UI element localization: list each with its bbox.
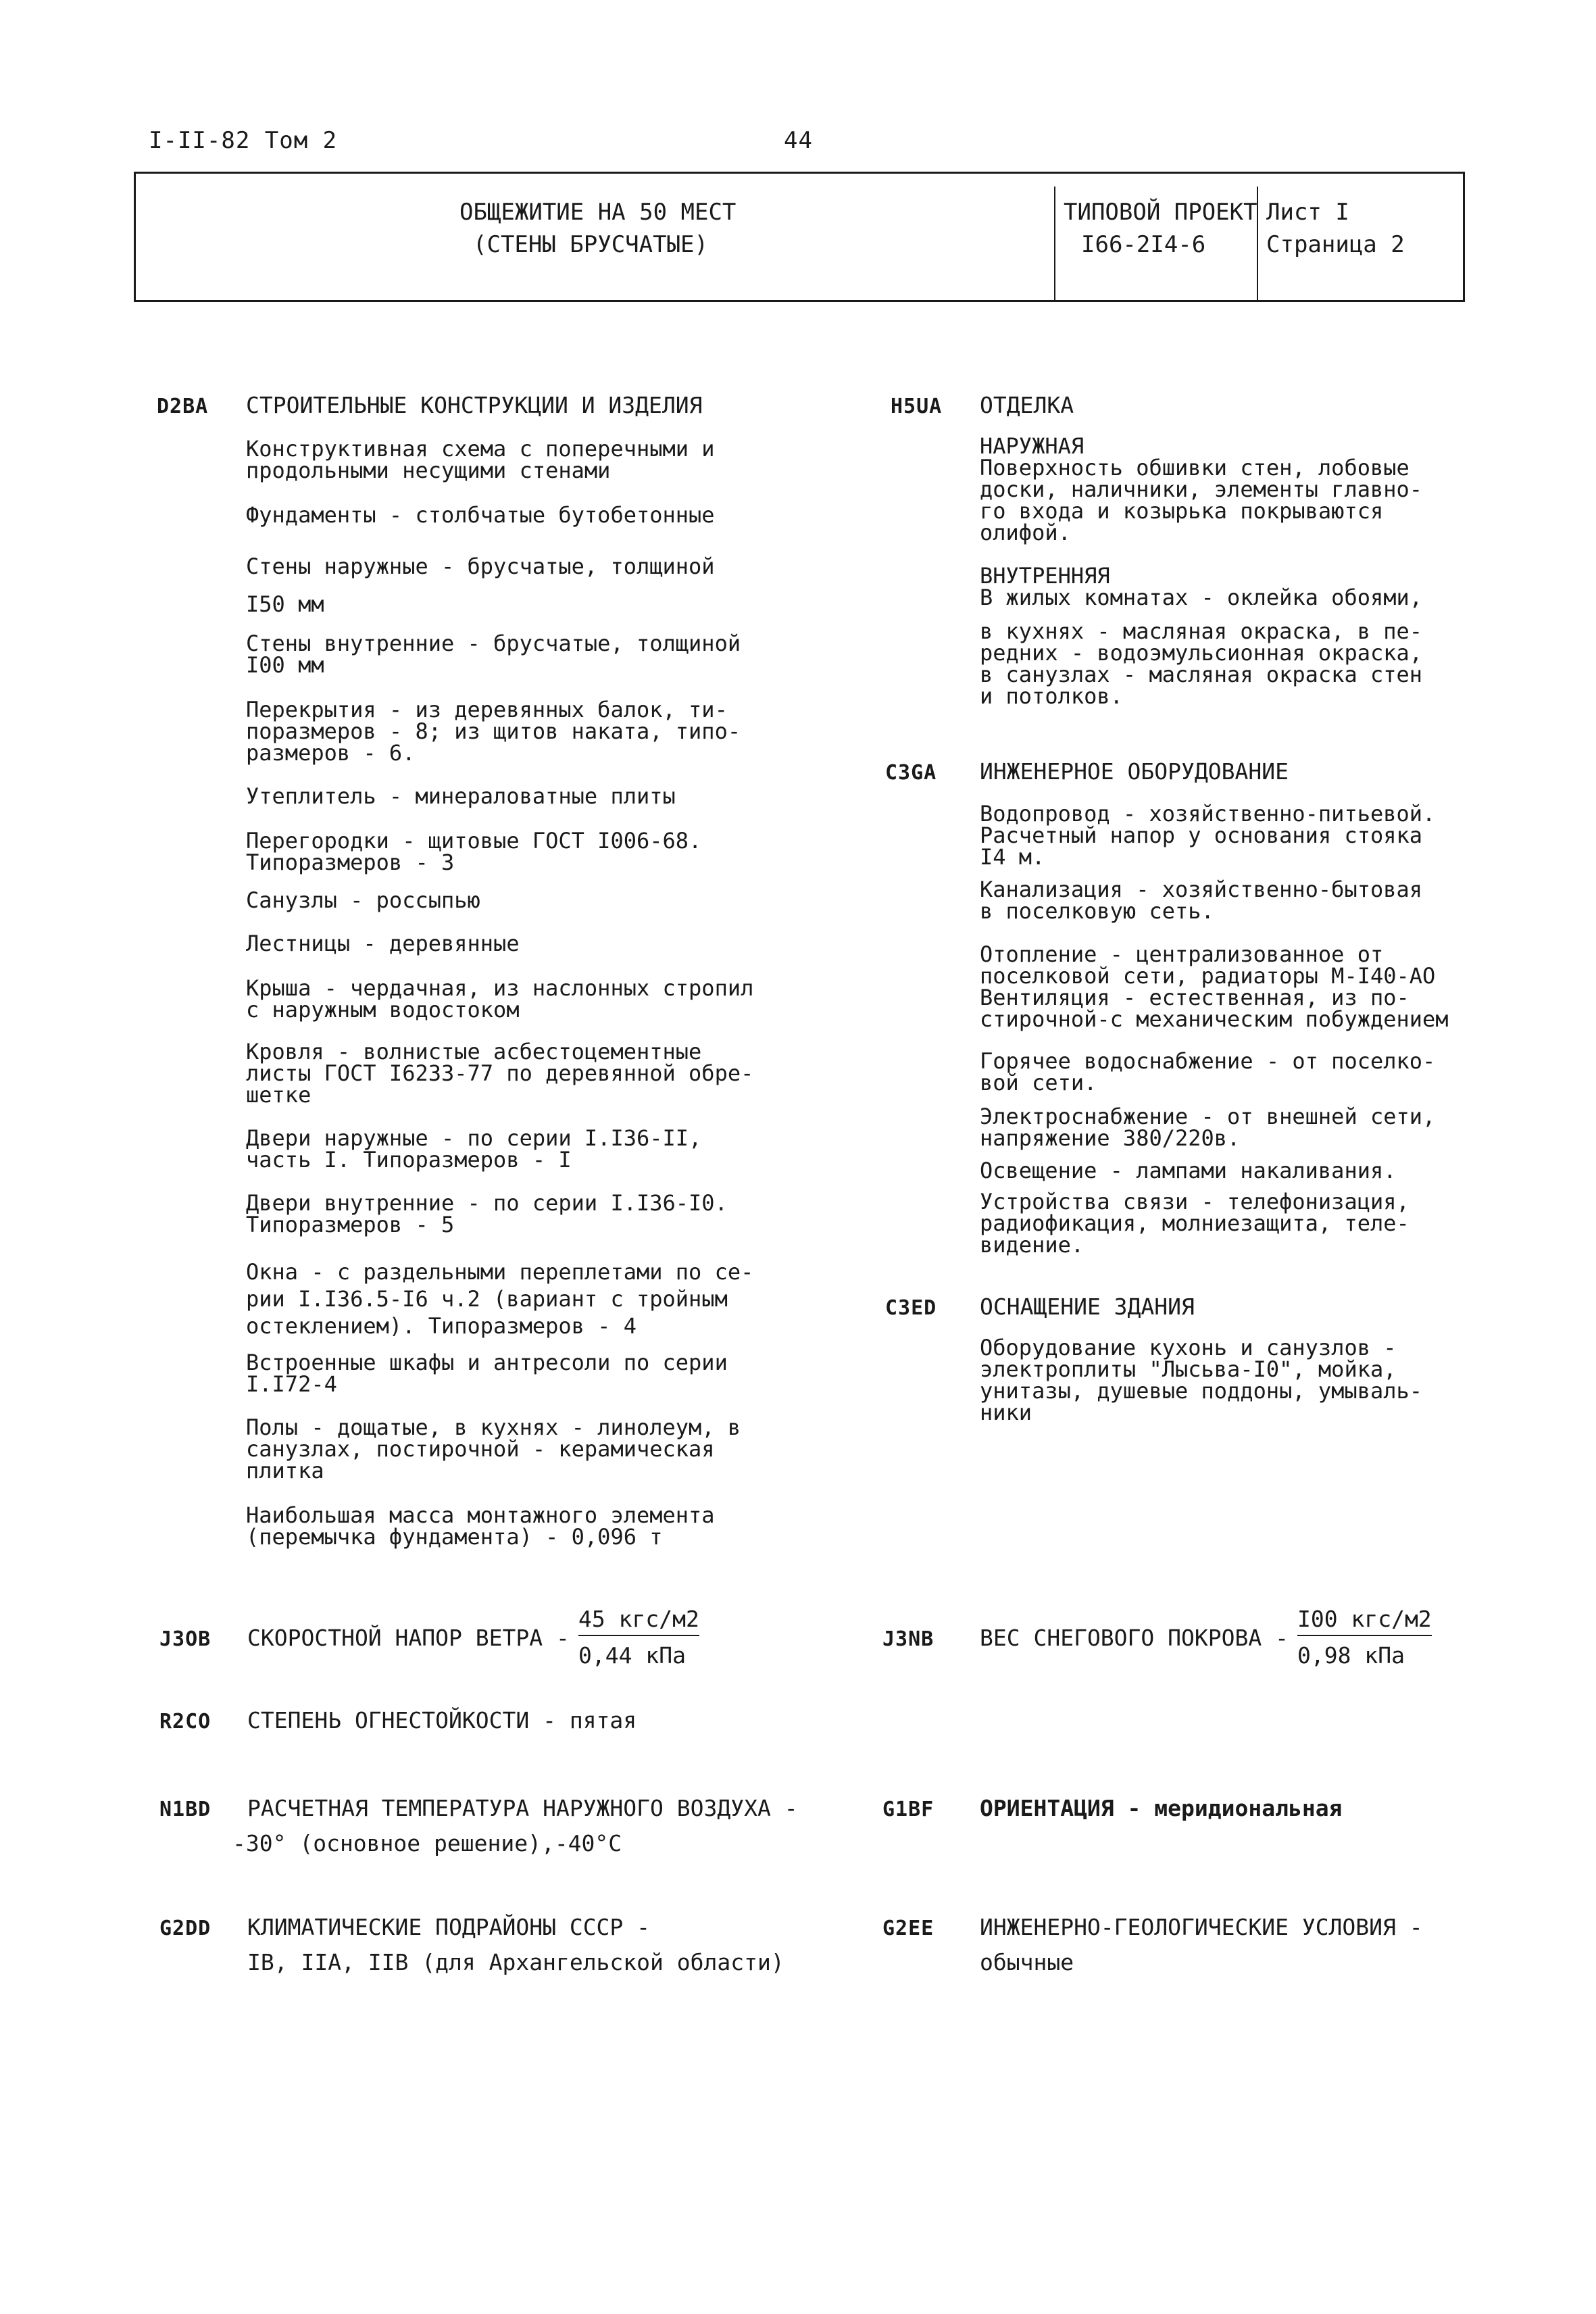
snow-numerator: I00 кгс/м2	[1297, 1606, 1432, 1636]
finish-code: H5UA	[891, 395, 943, 418]
list-item: в кухнях - масляная окраска, в пе- редних - водоэмульсионная окраска, в санузлах - масляная окраска стен и потолков.	[980, 618, 1423, 709]
list-item: Перегородки - щитовые ГОСТ I006-68. Типоразмеров - 3	[246, 828, 702, 875]
list-item: Лестницы - деревянные	[246, 931, 520, 956]
list-item: Горячее водоснабжение - от поселко- вой сети.	[980, 1048, 1436, 1096]
list-item: Крыша - чердачная, из наслонных стропил с наружным водостоком	[246, 975, 754, 1023]
list-item: Конструктивная схема с поперечными и продольными несущими стенами	[246, 436, 715, 483]
snow-denominator: 0,98 кПа	[1297, 1642, 1405, 1669]
structures-title: СТРОИТЕЛЬНЫЕ КОНСТРУКЦИИ И ИЗДЕЛИЯ	[246, 392, 703, 418]
orientation-code: G1BF	[882, 1798, 934, 1821]
list-item: Полы - дощатые, в кухнях - линолеум, в санузлах, постирочной - керамическая плитка	[246, 1414, 741, 1483]
climate-code: G2DD	[159, 1917, 211, 1940]
structures-code: D2BA	[157, 395, 209, 418]
list-item: Двери внутренние - по серии I.I36-I0. Типоразмеров - 5	[246, 1190, 728, 1237]
page-label: Страница 2	[1266, 231, 1405, 258]
list-item: Электроснабжение - от внешней сети, напряжение 380/220в.	[980, 1104, 1436, 1151]
climate-label: КЛИМАТИЧЕСКИЕ ПОДРАЙОНЫ СССР -	[247, 1914, 651, 1940]
engineering-code: C3GA	[885, 761, 937, 785]
list-item: Утеплитель - минераловатные плиты	[246, 783, 676, 809]
sheet-label: Лист I	[1266, 199, 1349, 226]
list-item: Наибольшая масса монтажного элемента (перемычка фундамента) - 0,096 т	[246, 1502, 715, 1550]
list-item: Стены внутренние - брусчатые, толщиной I00 мм	[246, 631, 741, 678]
snow-code: J3NB	[882, 1627, 934, 1651]
equipment-code: C3ED	[885, 1296, 937, 1320]
fire-resistance: СТЕПЕНЬ ОГНЕСТОЙКОСТИ - пятая	[247, 1707, 637, 1733]
snow-label: ВЕС СНЕГОВОГО ПОКРОВА -	[980, 1625, 1289, 1651]
project-number: I66-2I4-6	[1081, 231, 1206, 258]
list-item: Кровля - волнистые асбестоцементные листы ГОСТ I6233-77 по деревянной обре- шетке	[246, 1039, 754, 1108]
wind-numerator: 45 кгс/м2	[578, 1606, 699, 1636]
list-item: Встроенные шкафы и антресоли по серии I.I72-4	[246, 1350, 728, 1397]
climate-value: IВ, IIА, IIВ (для Архангельской области)	[247, 1949, 784, 1975]
orientation: ОРИЕНТАЦИЯ - меридиональная	[980, 1795, 1343, 1821]
wind-code: J3OB	[159, 1627, 211, 1651]
temperature-value: -30° (основное решение),-40°С	[232, 1830, 622, 1856]
equipment-title: ОСНАЩЕНИЕ ЗДАНИЯ	[980, 1294, 1195, 1320]
finish-title: ОТДЕЛКА	[980, 392, 1074, 418]
temperature-code: N1BD	[159, 1798, 211, 1821]
list-item: Стены наружные - брусчатые, толщиной I50 мм	[246, 553, 715, 617]
wind-label: СКОРОСТНОЙ НАПОР ВЕТРА -	[247, 1625, 570, 1651]
project-label: ТИПОВОЙ ПРОЕКТ	[1064, 199, 1257, 226]
list-item: Окна - с раздельными переплетами по се- рии I.I36.5-I6 ч.2 (вариант с тройным остеклением). Типоразмеров - 4	[246, 1259, 754, 1339]
list-item: Оборудование кухонь и санузлов - электроплиты "Лысьва-I0", мойка, унитазы, душевые поддоны, умываль- ники	[980, 1335, 1423, 1425]
engineering-title: ИНЖЕНЕРНОЕ ОБОРУДОВАНИЕ	[980, 758, 1289, 785]
list-item: Освещение - лампами накаливания.	[980, 1158, 1397, 1183]
list-item: Водопровод - хозяйственно-питьевой. Расчетный напор у основания стояка I4 м.	[980, 801, 1436, 870]
temperature-label: РАСЧЕТНАЯ ТЕМПЕРАТУРА НАРУЖНОГО ВОЗДУХА -	[247, 1795, 798, 1821]
geology-value: обычные	[980, 1949, 1074, 1975]
object-subtitle: (СТЕНЫ БРУСЧАТЫЕ)	[473, 231, 708, 258]
list-item: Перекрытия - из деревянных балок, ти- поразмеров - 8; из щитов наката, типо- размеров - 6.	[246, 697, 741, 766]
object-name: ОБЩЕЖИТИЕ НА 50 МЕСТ	[459, 199, 737, 226]
equipment-list	[980, 1337, 1453, 1423]
geology-label: ИНЖЕНЕРНО-ГЕОЛОГИЧЕСКИЕ УСЛОВИЯ -	[980, 1914, 1423, 1940]
list-item: Канализация - хозяйственно-бытовая в поселковую сеть.	[980, 877, 1423, 924]
page-number: 44	[784, 127, 813, 154]
list-item: Фундаменты - столбчатые бутобетонные	[246, 502, 715, 528]
list-item: НАРУЖНАЯ Поверхность обшивки стен, лобовые доски, наличники, элементы главно- го входа и козырька покрываются олифой.	[980, 433, 1423, 545]
geology-code: G2EE	[882, 1917, 934, 1940]
list-item: Устройства связи - телефонизация, радиофикация, молниезащита, теле- видение.	[980, 1189, 1410, 1258]
list-item: ВНУТРЕННЯЯ В жилых комнатах - оклейка обоями,	[980, 563, 1423, 610]
list-item: Двери наружные - по серии I.I36-II, часть I. Типоразмеров - I	[246, 1125, 702, 1173]
list-item: Санузлы - россыпью	[246, 887, 480, 913]
document-reference: I-II-82 Том 2	[149, 127, 338, 154]
list-item: Отопление - централизованное от поселковой сети, радиаторы М-I40-АО Вентиляция - естественная, из по- стирочной-с механическим побуждением	[980, 941, 1449, 1032]
wind-denominator: 0,44 кПа	[578, 1642, 686, 1669]
fire-code: R2CO	[159, 1710, 211, 1733]
